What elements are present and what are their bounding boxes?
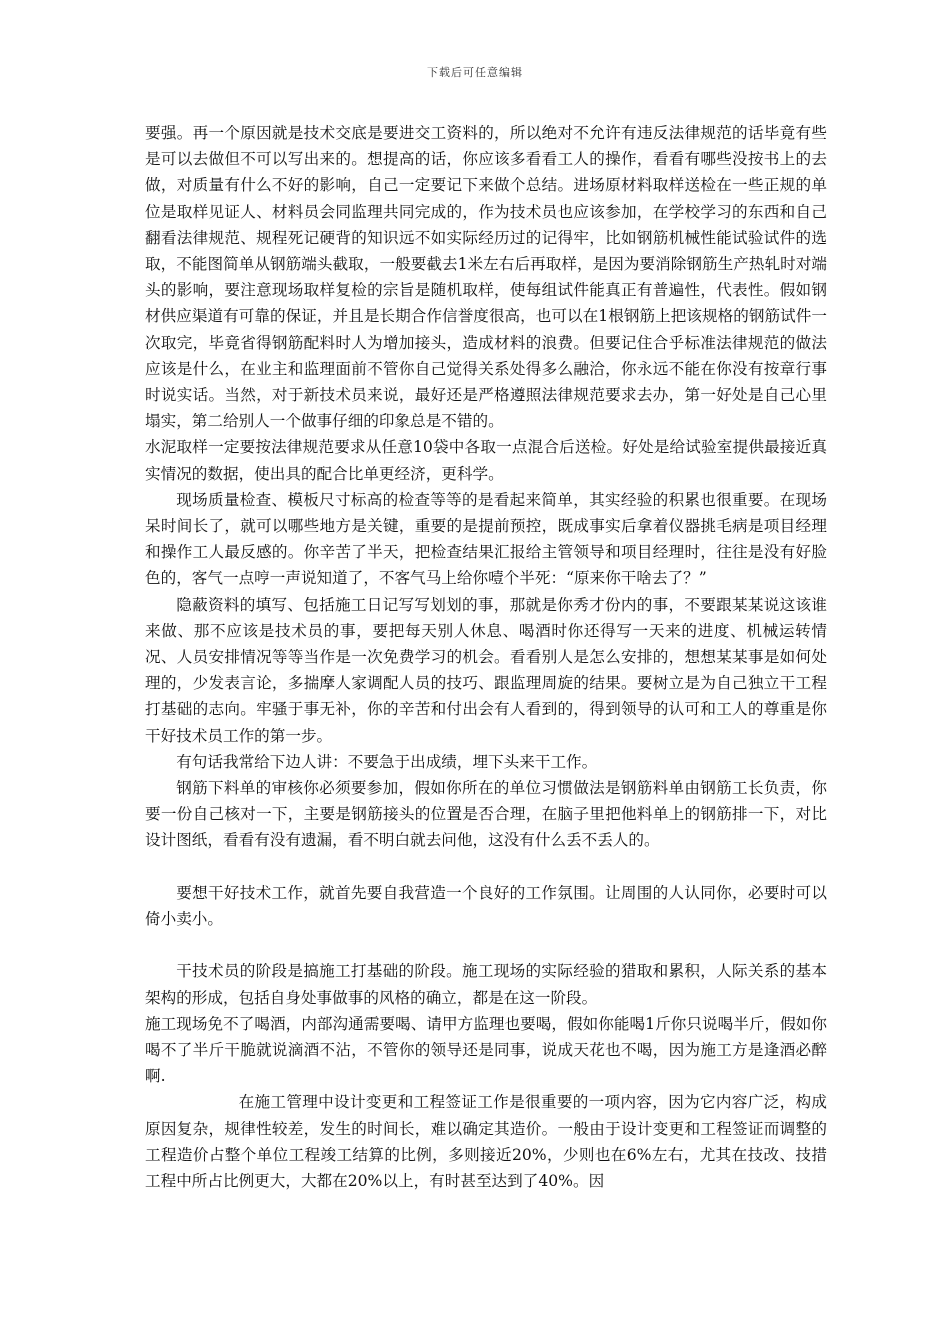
page-header: 下载后可任意编辑 [427, 66, 523, 79]
paragraph-quality-check: 现场质量检查、模板尺寸标高的检查等等的是看起来简单，其实经验的积累也很重要。在现场呆时间长了，就可以哪些地方是关键，重要的是提前预控，既成事实后拿着仪器挑毛病是项目经理和操作工人最反感的。你辛苦了半天，把检查结果汇报给主管领导和项目经理时，往往是没有好脸色的，客气一点哼一声说知道了，不客气马上给你噎个半死：“原来你干啥去了？” [145, 490, 827, 588]
paragraph-work-atmosphere: 要想干好技术工作，就首先要自我营造一个良好的工作氛围。让周围的人认同你，必要时可以倚小卖小。 [145, 883, 827, 929]
paragraph-rebar-list: 钢筋下料单的审核你必须要参加，假如你所在的单位习惯做法是钢筋料单由钢筋工长负责，你要一份自己核对一下，主要是钢筋接头的位置是否合理，在脑子里把他料单上的钢筋排一下，对比设计图纸，看看有没有遗漏，看不明白就去问他，这没有什么丢不丢人的。 [145, 779, 827, 850]
document-body [145, 120, 827, 1194]
paragraph-cement-sampling: 水泥取样一定要按法律规范要求从任意10袋中各取一点混合后送检。好处是给试验室提供最接近真实情况的数据，使出具的配合比单更经济，更科学。 [145, 438, 827, 483]
paragraph-design-change: 在施工管理中设计变更和工程签证工作是很重要的一项内容，因为它内容广泛，构成原因复杂，规律性较差，发生的时间长，难以确定其造价。一般由于设计变更和工程签证而调整的工程造价占整个单位工程竣工结算的比例，多则接近20%，少则也在6%左右，尤其在技改、技措工程中所占比例更大，大都在20%以上，有时甚至达到了40%。因 [145, 1093, 827, 1191]
paragraph-saying: 有句话我常给下边人讲：不要急于出成绩，埋下头来干工作。 [176, 752, 598, 771]
paragraph-technician-stage: 干技术员的阶段是搞施工打基础的阶段。施工现场的实际经验的猎取和累积，人际关系的基本架构的形成，包括自身处事做事的风格的确立，都是在这一阶段。 [145, 962, 827, 1007]
paragraph-gap [145, 932, 827, 958]
paragraph-material-sampling: 要强。再一个原因就是技术交底是要进交工资料的，所以绝对不允许有违反法律规范的话毕竟有些是可以去做但不可以写出来的。想提高的话，你应该多看看工人的操作，看看有哪些没按书上的去做，对质量有什么不好的影响，自己一定要记下来做个总结。进场原材料取样送检在一些正规的单位是取样见证人、材料员会同监理共同完成的，作为技术员也应该参加，在学校学习的东西和自己翻看法律规范、规程死记硬背的知识远不如实际经历过的记得牢，比如钢筋机械性能试验试件的选取，不能图简单从钢筋端头截取，一般要截去1米左右后再取样，是因为要消除钢筋生产热轧时对端头的影响，要注意现场取样复检的宗旨是随机取样，使每组试件能真正有普遍性，代表性。假如钢材供应渠道有可靠的保证，并且是长期合作信誉度很高，也可以在1根钢筋上把该规格的钢筋试件一次取完，毕竟省得钢筋配料时人为增加接头，造成材料的浪费。但要记住合乎标准法律规范的做法应该是什么，在业主和监理面前不管你自己觉得关系处得多么融洽，你永远不能在你没有按章行事时说实话。当然，对于新技术员来说，最好还是严格遵照法律规范要求去办，第一好处是自己心里塌实，第二给别人一个做事仔细的印象总是不错的。 [145, 124, 827, 431]
paragraph-drinking: 施工现场免不了喝酒，内部沟通需要喝、请甲方监理也要喝，假如你能喝1斤你只说喝半斤，假如你喝不了半斤干脆就说滴酒不沾，不管你的领导还是同事，说成天花也不喝，因为施工方是逢酒必醉啊. [145, 1014, 827, 1086]
paragraph-hidden-records: 隐蔽资料的填写、包括施工日记写写划划的事，那就是你秀才份内的事，不要跟某某说这该谁来做、那不应该是技术员的事，要把每天别人休息、喝酒时你还得写一天来的进度、机械运转情况、人员安排情况等等当作是一次免费学习的机会。看看别人是怎么安排的，想想某某事是如何处理的，少发表言论，多揣摩人家调配人员的技巧、跟监理周旋的结果。要树立是为自己独立干工程打基础的志向。牢骚于事无补，你的辛苦和付出会有人看到的，得到领导的认可和工人的尊重是你干好技术员工作的第一步。 [145, 595, 827, 745]
paragraph-gap [145, 854, 827, 880]
